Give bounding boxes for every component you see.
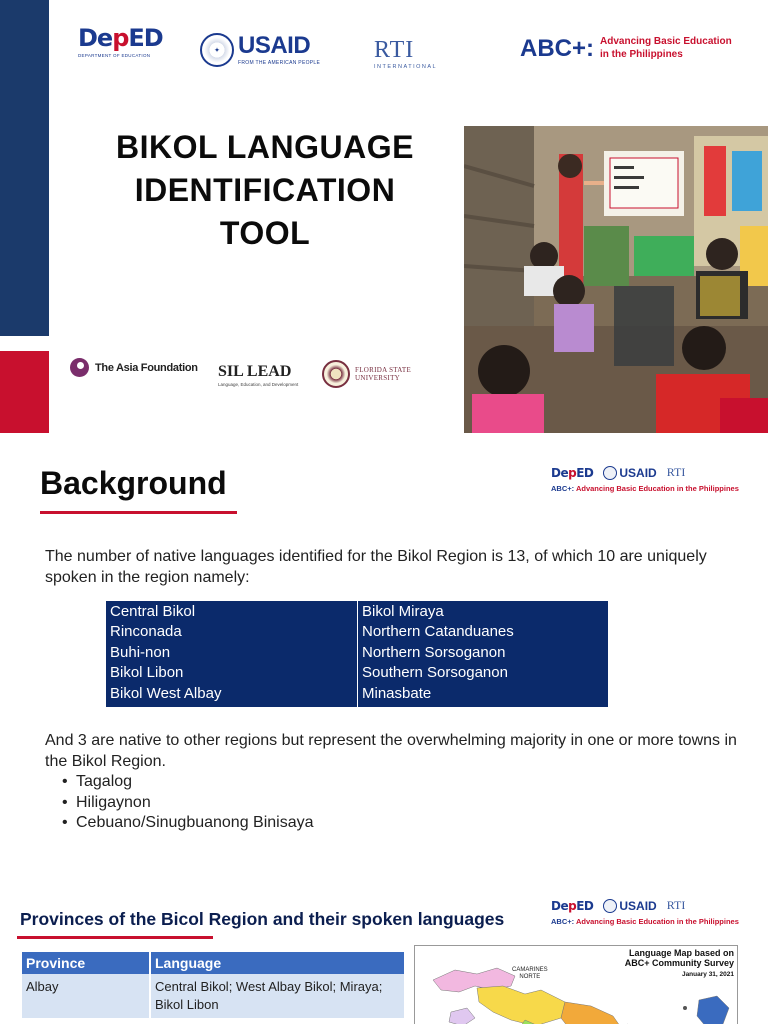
language-cell: Central Bikol (110, 603, 196, 620)
table-row (22, 974, 404, 1018)
asia-foundation-name: The Asia Foundation (95, 361, 198, 374)
abc-tagline-line1: Advancing Basic Education (600, 36, 732, 47)
usaid-seal-icon: ✦ (200, 33, 234, 67)
provinces-slide (0, 866, 768, 1024)
rti-subtitle: INTERNATIONAL (374, 64, 438, 70)
fsu-name-line2: UNIVERSITY (355, 374, 400, 382)
province-language-table (22, 952, 404, 1018)
red-accent-bar (0, 351, 49, 433)
other-regions-paragraph: And 3 are native to other regions but represent the overwhelming majority in one or more towns in the Bikol Region. (45, 732, 737, 770)
deped-wordmark: DepED (78, 24, 163, 52)
background-heading: Background (40, 465, 227, 501)
mini-abc-rest: Advancing Basic Education in the Philippines (575, 917, 739, 926)
mini-usaid-wordmark: USAID (619, 898, 657, 913)
title-slide (0, 0, 768, 433)
mini-abc-prefix: ABC+: (551, 484, 575, 493)
table-header-row (22, 952, 404, 974)
list-item: • Hiligaynon (62, 793, 314, 814)
list-item: • Cebuano/Sinugbuanong Binisaya (62, 813, 314, 834)
language-cell: Northern Sorsoganon (362, 643, 506, 661)
language-cell: Rinconada (110, 623, 182, 641)
mini-deped-logo: DepED (551, 898, 594, 913)
languages-column-right (357, 601, 608, 707)
abc-plus-logo (520, 36, 732, 61)
slide-title (70, 126, 460, 255)
column-header-language: Language (150, 952, 404, 974)
mini-abc-rest: Advancing Basic Education in the Philippines (575, 484, 739, 493)
rti-logo (374, 38, 437, 70)
column-header-province: Province (22, 952, 150, 974)
title-line-2: IDENTIFICATION (134, 172, 396, 208)
fsu-seal-icon (322, 360, 350, 388)
language-cell: Bikol Miraya (362, 603, 444, 620)
abc-plus-wordmark: ABC+: (520, 34, 595, 62)
provinces-heading: Provinces of the Bicol Region and their spoken languages (20, 909, 505, 929)
map-label-line2: NORTE (519, 973, 541, 980)
heading-underline (40, 511, 237, 514)
usaid-logo (200, 33, 320, 67)
usaid-subtitle: FROM THE AMERICAN PEOPLE (238, 60, 321, 66)
mini-usaid-seal-icon (603, 466, 617, 480)
mini-deped-logo: DepED (551, 465, 594, 480)
mini-usaid-seal-icon (603, 899, 617, 913)
mini-abc-prefix: ABC+: (551, 917, 575, 926)
language-cell: Buhi-non (110, 643, 171, 661)
asia-foundation-logo (70, 358, 198, 377)
red-corner-accent (720, 398, 768, 433)
sil-lead-subtitle: Language, Education, and Development (218, 382, 299, 387)
language-cell: Northern Catanduanes (362, 623, 514, 641)
asia-foundation-mark-icon (70, 358, 89, 377)
language-map (414, 945, 738, 1024)
intro-paragraph: The number of native languages identified for the Bikol Region is 13, of which 10 are uniquely spoken in the region namely: (45, 548, 707, 586)
map-title (625, 948, 734, 969)
partner-logos-header (551, 465, 739, 493)
title-line-3: TOOL (219, 215, 311, 251)
abc-tagline-line2: in the Philippines (600, 48, 683, 60)
usaid-wordmark: USAID (238, 32, 311, 59)
language-cell: Central Bikol; West Albay Bikol; Miraya; Bikol Libon (150, 974, 404, 1018)
classroom-photo (464, 126, 768, 433)
map-label-line1: CAMARINES (512, 967, 548, 973)
map-title-line1: Language Map based on (628, 948, 734, 958)
language-cell: Minasbate (362, 684, 432, 702)
sil-lead-wordmark: SIL LEAD (218, 363, 292, 380)
province-cell: Albay (22, 974, 150, 1018)
mini-rti-logo: RTI (666, 465, 686, 479)
mini-usaid-logo (603, 466, 656, 480)
map-title-line2: ABC+ Community Survey (624, 958, 734, 969)
mini-usaid-wordmark: USAID (619, 465, 657, 480)
language-cell: Bikol West Albay (110, 684, 222, 702)
rti-wordmark: RTI (374, 37, 415, 63)
heading-underline (17, 936, 213, 939)
list-item: • Tagalog (62, 772, 314, 793)
classroom-photo-illustration (464, 126, 768, 433)
partner-logos-header (551, 898, 739, 926)
other-languages-list (62, 772, 314, 834)
fsu-logo (322, 360, 411, 388)
deped-logo (78, 26, 163, 58)
navy-accent-bar (0, 0, 49, 336)
native-languages-table (106, 601, 608, 707)
mini-abc-tagline (551, 484, 739, 493)
map-date: January 31, 2021 (681, 971, 734, 978)
deped-subtitle: DEPARTMENT OF EDUCATION (78, 53, 151, 58)
title-line-1: BIKOL LANGUAGE (116, 129, 414, 165)
language-cell: Bikol Libon (110, 664, 184, 682)
mini-rti-logo: RTI (666, 898, 686, 912)
sil-lead-logo (218, 364, 298, 387)
languages-column-left (106, 601, 357, 707)
mini-usaid-logo (603, 899, 656, 913)
language-cell: Southern Sorsoganon (362, 664, 508, 682)
fsu-name-line1: FLORIDA STATE (355, 365, 412, 374)
background-slide (0, 440, 768, 858)
mini-abc-tagline (551, 917, 739, 926)
map-region-label (512, 967, 548, 980)
